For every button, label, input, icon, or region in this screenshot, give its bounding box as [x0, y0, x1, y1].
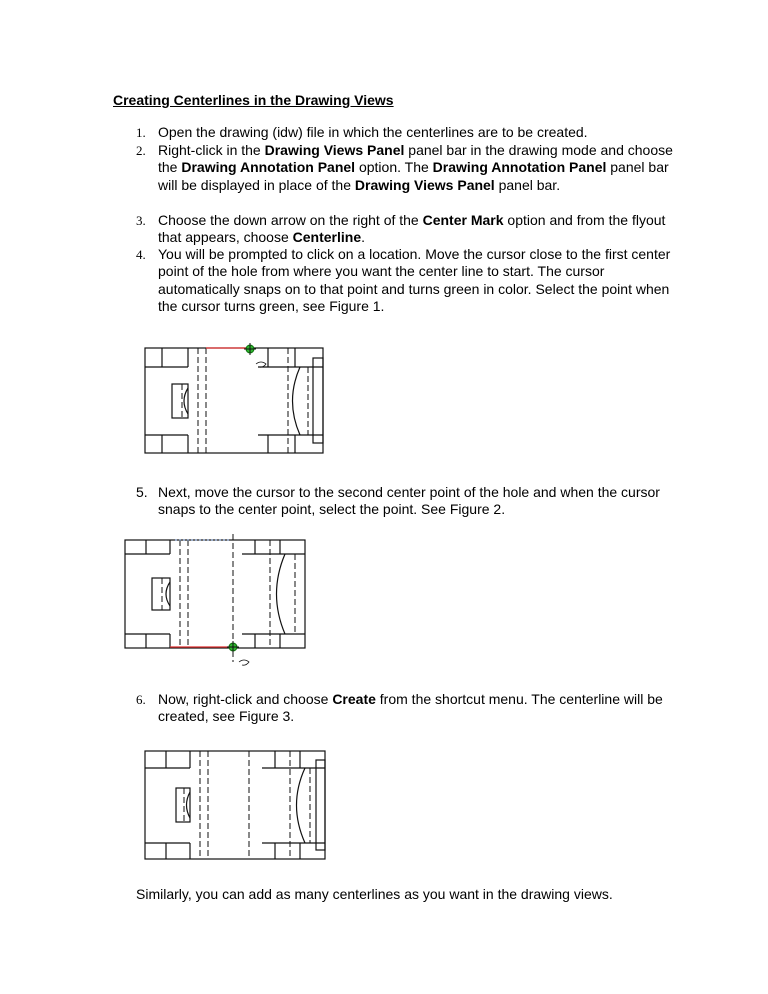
- document-title: Creating Centerlines in the Drawing Views: [113, 92, 394, 108]
- step-number: 3.: [136, 213, 146, 228]
- step-1: [136, 124, 676, 141]
- step-text: Now, right-click and choose Create from the shortcut menu. The centerline will be created, see Figure 3.: [158, 691, 663, 725]
- step-text: Next, move the cursor to the second center point of the hole and when the cursor snaps to the center point, select the point. See Figure 2.: [158, 484, 660, 518]
- step-3: [136, 212, 676, 247]
- figure-1-drawing: [140, 340, 335, 465]
- step-text: You will be prompted to click on a location. Move the cursor close to the first center point of the hole from where you want the center line to start. The cursor automatically snaps on to that point and turns green in color. Select the point when the cursor turns green, see Figure 1.: [158, 246, 671, 315]
- step-text: Choose the down arrow on the right of the Center Mark option and from the flyout that appears, choose Centerline.: [158, 212, 666, 246]
- step-text: Right-click in the Drawing Views Panel panel bar in the drawing mode and choose the Drawing Annotation Panel option. The Drawing Annotation Panel panel bar will be displayed in place of the Drawing Views Panel panel bar.: [158, 142, 673, 193]
- step-number: 5.: [136, 484, 148, 500]
- step-number: 4.: [136, 247, 146, 262]
- step-5: [136, 484, 676, 519]
- step-6: [136, 691, 676, 726]
- step-number: 1.: [136, 125, 146, 140]
- step-2: [136, 142, 676, 194]
- closing-sentence: Similarly, you can add as many centerlines as you want in the drawing views.: [136, 886, 613, 902]
- step-number: 2.: [136, 143, 146, 158]
- figure-3-drawing: [140, 746, 335, 866]
- figure-2-drawing: [120, 532, 315, 672]
- step-number: 6.: [136, 692, 146, 707]
- step-text: Open the drawing (idw) file in which the centerlines are to be created.: [158, 124, 588, 140]
- step-4: [136, 246, 676, 316]
